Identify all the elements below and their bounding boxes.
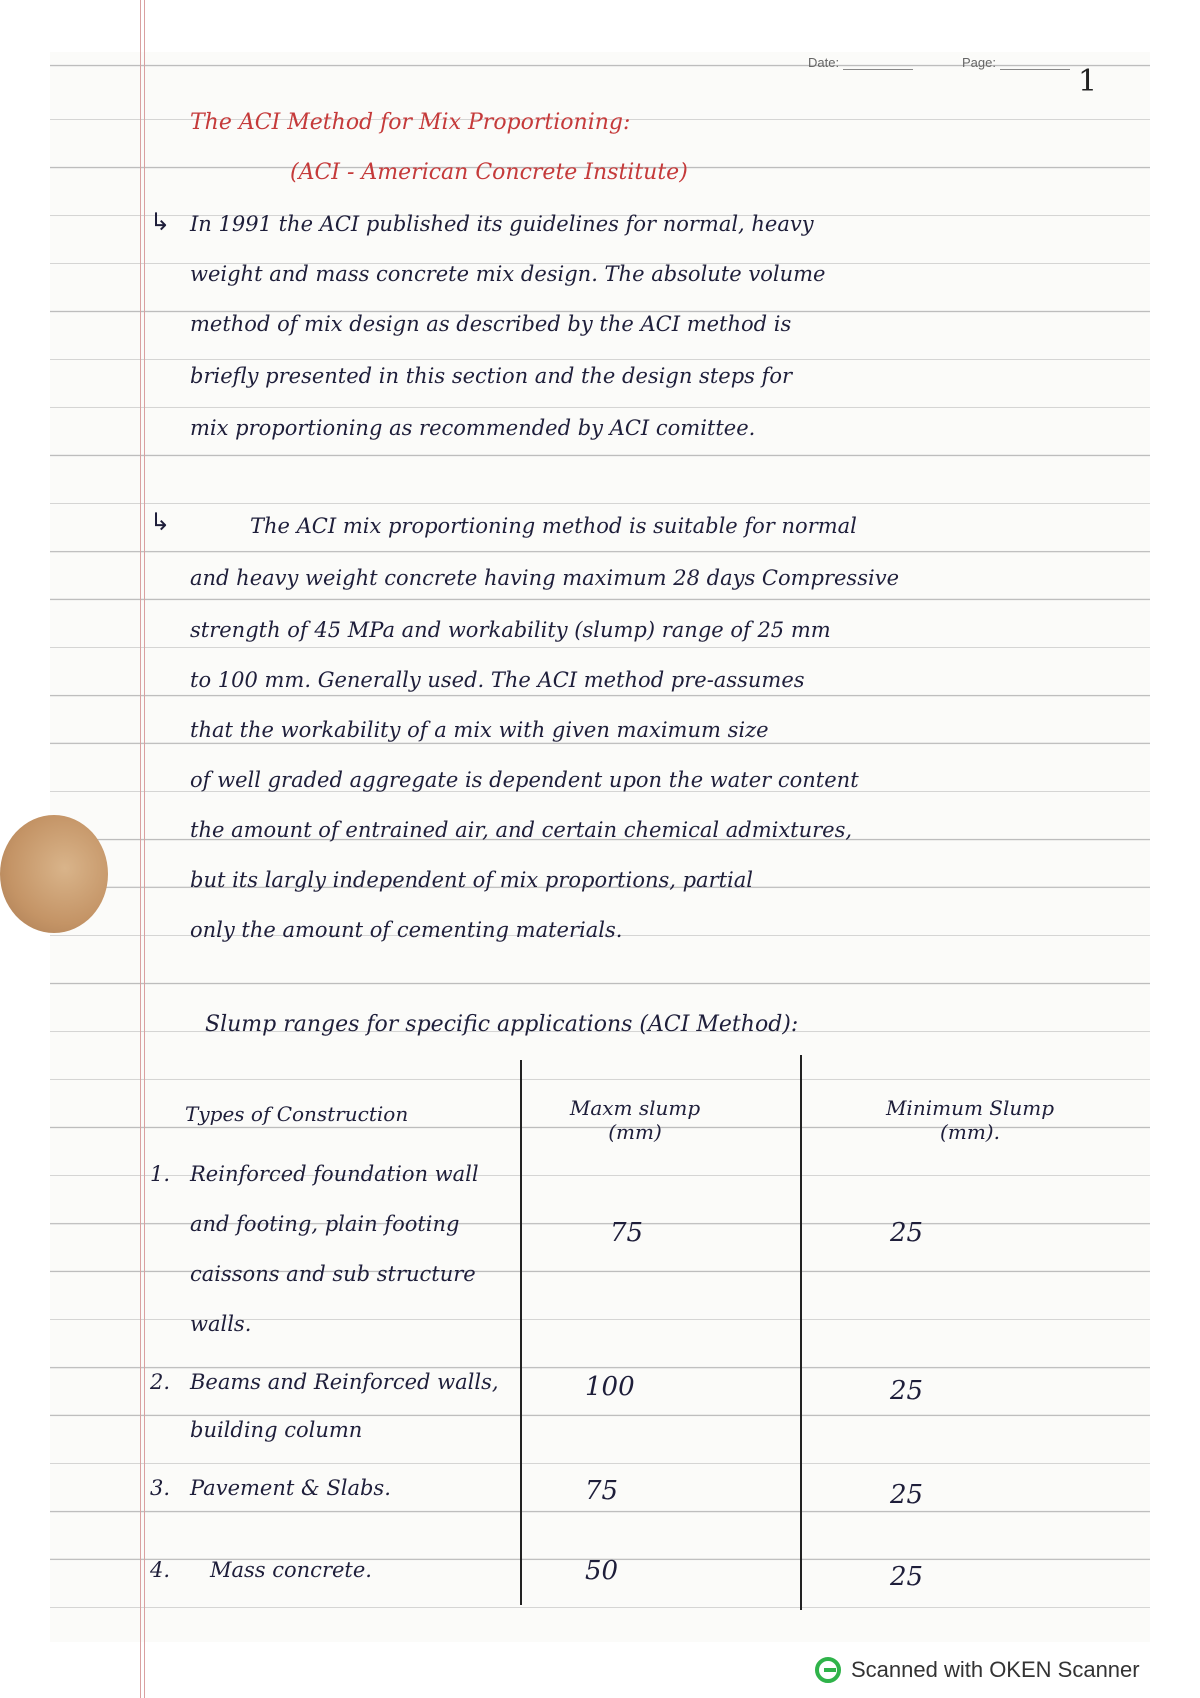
para2-line: only the amount of cementing materials. bbox=[190, 918, 623, 942]
row-text-line: Mass concrete. bbox=[210, 1558, 372, 1582]
row-text-line: Beams and Reinforced walls, bbox=[190, 1370, 499, 1394]
title-line: The ACI Method for Mix Proportioning: bbox=[190, 110, 631, 135]
para1-line: mix proportioning as recommended by ACI comittee. bbox=[190, 416, 756, 440]
max-slump-value: 100 bbox=[585, 1372, 635, 1402]
max-slump-value: 75 bbox=[610, 1218, 644, 1248]
row-number: 1. bbox=[150, 1162, 171, 1186]
page-field: Page: bbox=[962, 55, 1070, 70]
watermark-text: Scanned with OKEN Scanner bbox=[851, 1657, 1140, 1682]
column-header-min: Minimum Slump (mm). bbox=[885, 1096, 1055, 1144]
table-divider bbox=[800, 1055, 802, 1610]
table-divider bbox=[520, 1060, 522, 1605]
margin-line bbox=[144, 0, 145, 1698]
column-header-type: Types of Construction bbox=[185, 1102, 409, 1126]
row-number: 3. bbox=[150, 1476, 171, 1500]
thumb-in-scan bbox=[0, 815, 108, 933]
row-number: 4. bbox=[150, 1558, 171, 1582]
min-slump-value: 25 bbox=[890, 1480, 924, 1510]
para2-line: that the workability of a mix with given maximum size bbox=[190, 718, 769, 742]
para1-line: briefly presented in this section and the design steps for bbox=[190, 364, 793, 388]
para2-line: The ACI mix proportioning method is suitable for normal bbox=[250, 514, 857, 538]
title-line: (ACI - American Concrete Institute) bbox=[290, 160, 688, 185]
margin-line bbox=[140, 0, 141, 1698]
para1-line: In 1991 the ACI published its guidelines for normal, heavy bbox=[190, 212, 814, 236]
column-header-max: Maxm slump (mm) bbox=[569, 1096, 701, 1144]
para2-line: but its largly independent of mix proportions, partial bbox=[190, 868, 754, 892]
para2-line: the amount of entrained air, and certain chemical admixtures, bbox=[190, 818, 853, 842]
para2-line: of well graded aggregate is dependent upon the water content bbox=[190, 768, 859, 792]
para1-line: weight and mass concrete mix design. The absolute volume bbox=[190, 262, 826, 286]
oken-scanner-logo-icon bbox=[815, 1657, 841, 1683]
row-number: 2. bbox=[150, 1370, 171, 1394]
slump-heading: Slump ranges for specific applications (ACI Method): bbox=[205, 1012, 799, 1037]
row-text-line: walls. bbox=[190, 1312, 252, 1336]
row-text-line: Pavement & Slabs. bbox=[190, 1476, 391, 1500]
para1-line: method of mix design as described by the ACI method is bbox=[190, 312, 792, 336]
ruled-notebook-paper bbox=[50, 52, 1150, 1642]
date-field: Date: bbox=[808, 55, 913, 70]
para2-line: strength of 45 MPa and workability (slump) range of 25 mm bbox=[190, 618, 831, 642]
min-slump-value: 25 bbox=[890, 1562, 924, 1592]
arrow-bullet-icon: ↳ bbox=[150, 208, 171, 236]
row-text-line: Reinforced foundation wall bbox=[190, 1162, 479, 1186]
min-slump-value: 25 bbox=[890, 1218, 924, 1248]
max-slump-value: 75 bbox=[585, 1476, 619, 1506]
para2-line: and heavy weight concrete having maximum 28 days Compressive bbox=[190, 566, 899, 590]
min-slump-value: 25 bbox=[890, 1376, 924, 1406]
para2-line: to 100 mm. Generally used. The ACI method pre-assumes bbox=[190, 668, 805, 692]
max-slump-value: 50 bbox=[585, 1556, 619, 1586]
page-number: 1 bbox=[1078, 64, 1098, 99]
row-text-line: caissons and sub structure bbox=[190, 1262, 476, 1286]
arrow-bullet-icon: ↳ bbox=[150, 508, 171, 536]
row-text-line: and footing, plain footing bbox=[190, 1212, 460, 1236]
scanner-watermark bbox=[815, 1650, 1140, 1690]
row-text-line: building column bbox=[190, 1418, 363, 1442]
